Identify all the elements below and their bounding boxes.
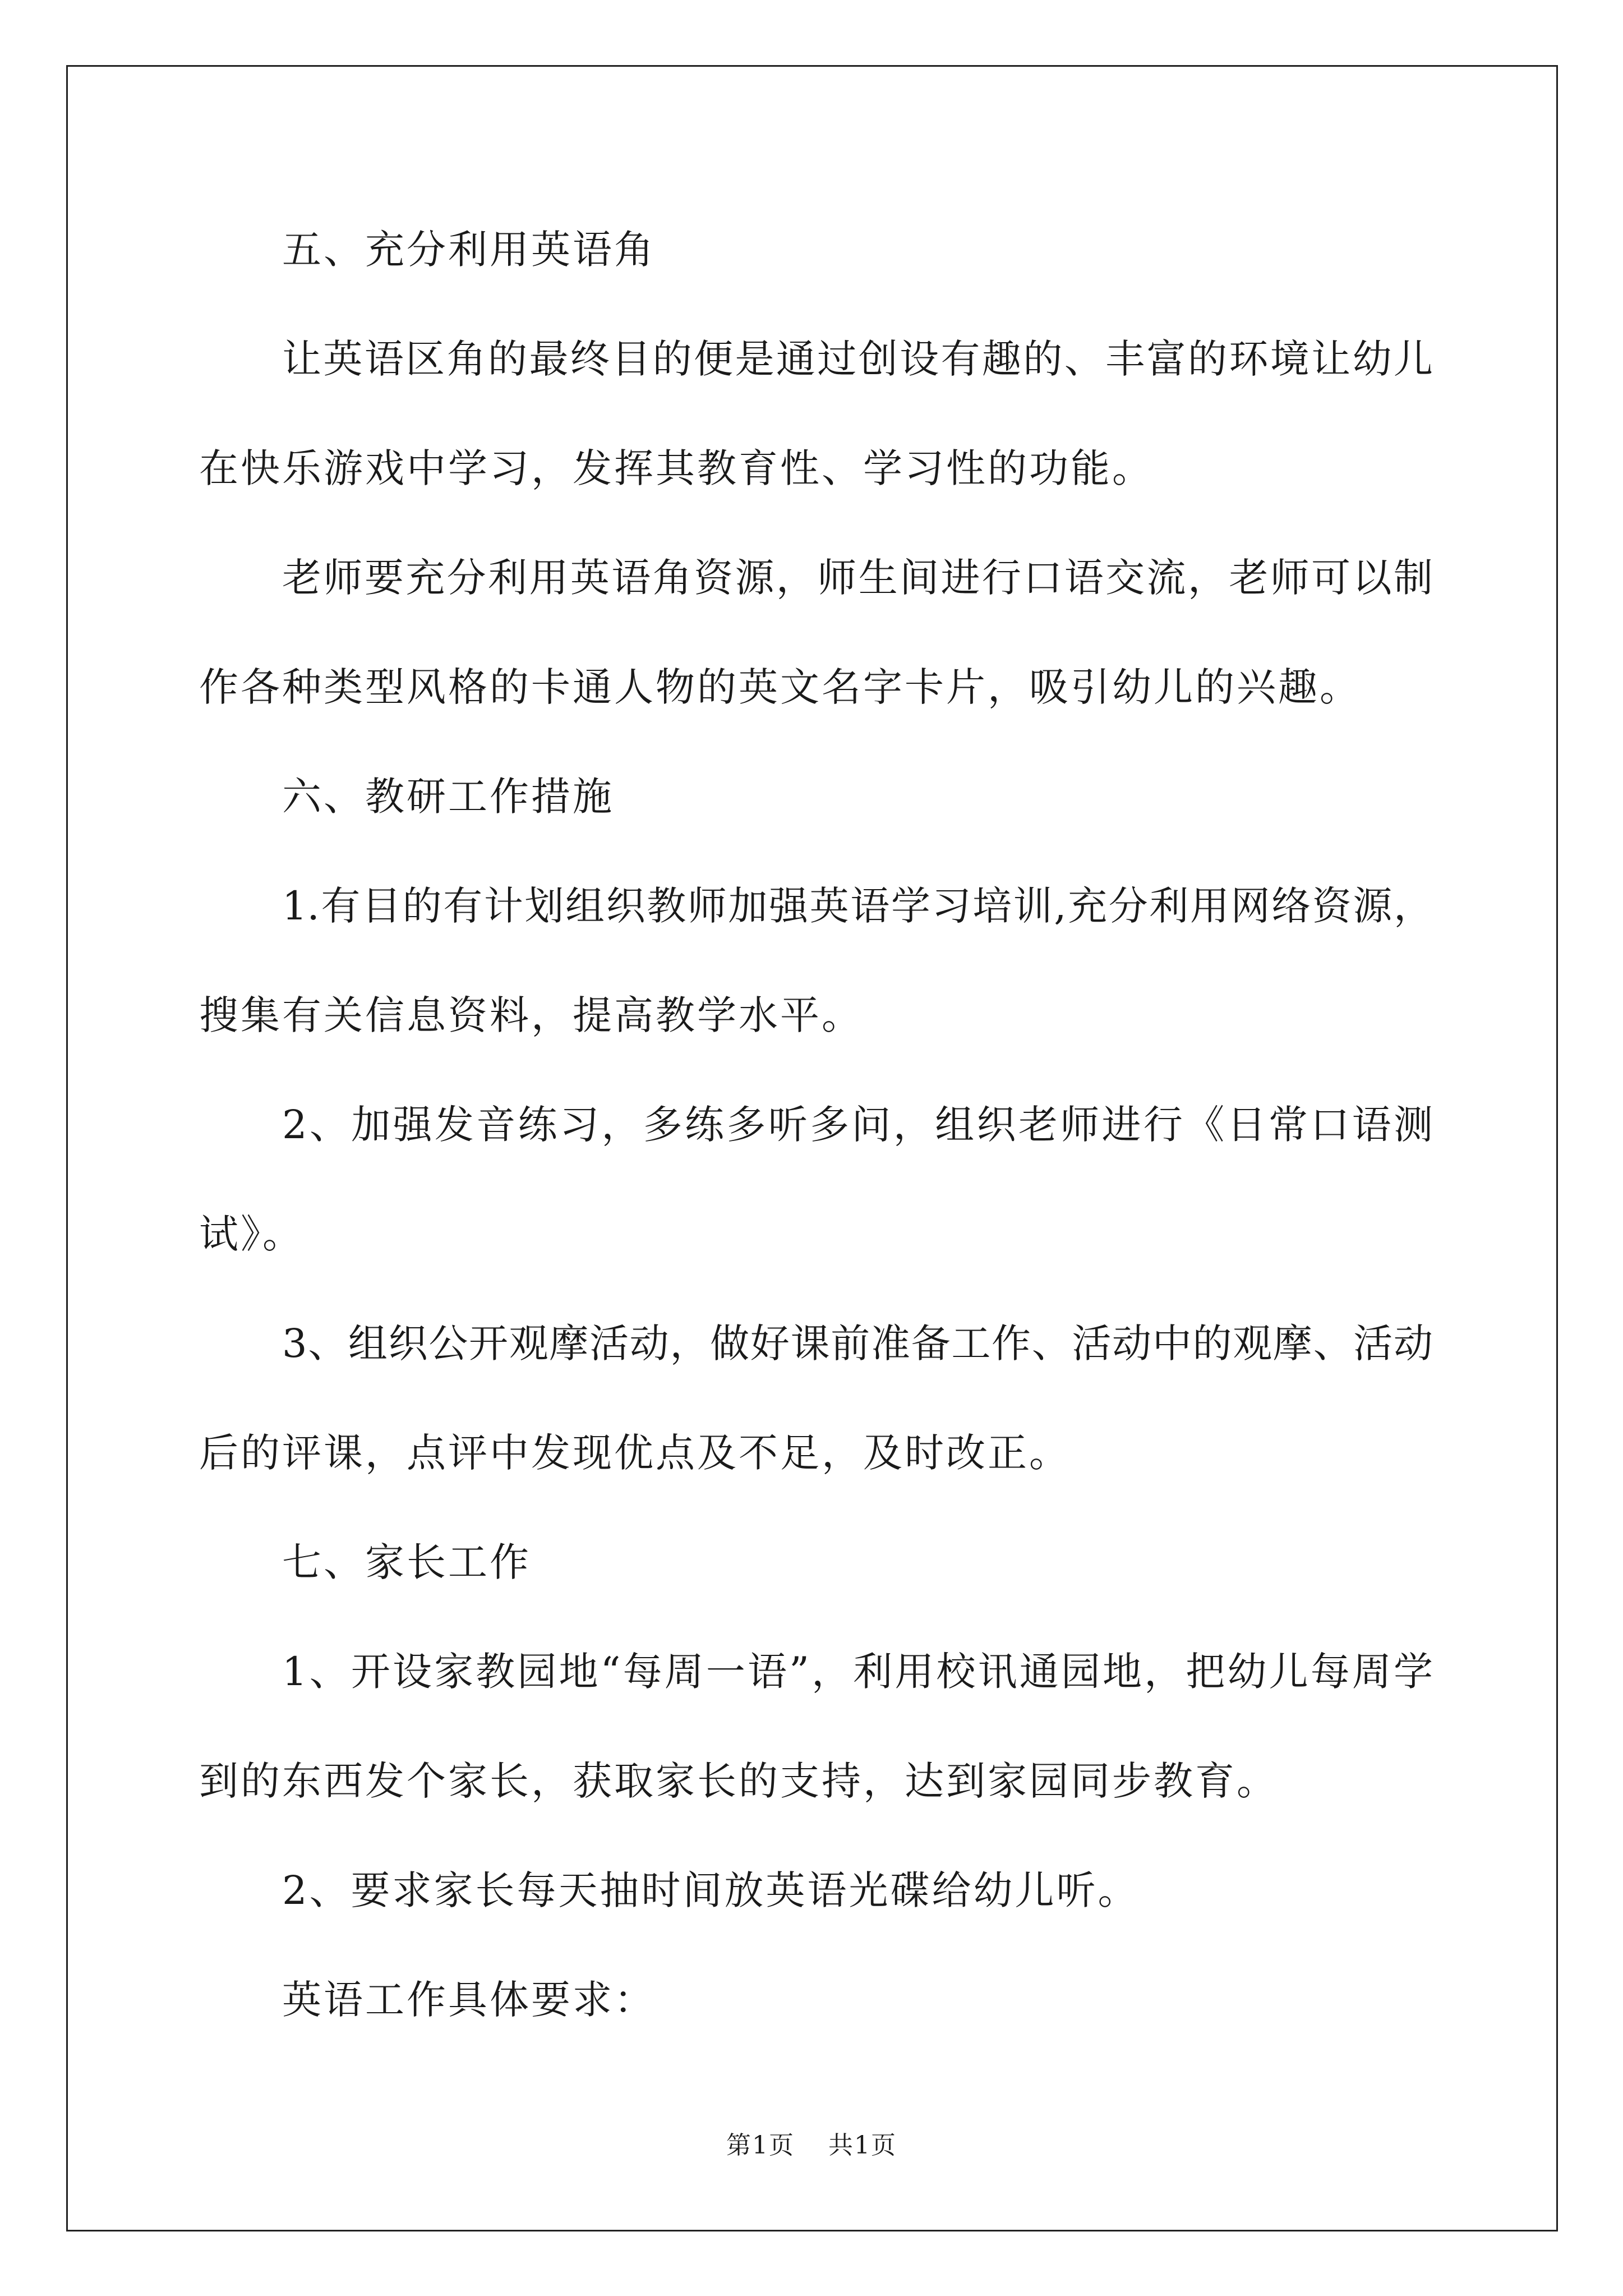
paragraph-line: 2、加强发音练习，多练多听多问，组织老师进行《日常口语测: [282, 1102, 1433, 1148]
paragraph-line: 1、开设家教园地“每周一语”，利用校讯通园地，把幼儿每周学: [282, 1649, 1433, 1695]
paragraph-line: 到的东西发个家长，获取家长的支持，达到家园同步教育。: [199, 1758, 1278, 1804]
paragraph-line: 老师要充分利用英语角资源，师生间进行口语交流，老师可以制: [282, 555, 1433, 601]
paragraph-line: 让英语区角的最终目的便是通过创设有趣的、丰富的环境让幼儿: [282, 336, 1433, 382]
paragraph-line: 1.有目的有计划组织教师加强英语学习培训,充分利用网络资源，: [282, 883, 1433, 929]
page-footer: [0, 2129, 1623, 2162]
paragraph-line: 2、要求家长每天抽时间放英语光碟给幼儿听。: [282, 1867, 1140, 1913]
paragraph-line: 在快乐游戏中学习，发挥其教育性、学习性的功能。: [199, 445, 1154, 491]
page-total-label: 共1页: [828, 2131, 897, 2160]
paragraph-line: 英语工作具体要求：: [282, 1977, 656, 2023]
page-number-label: 第1页: [726, 2131, 795, 2160]
paragraph-line: 后的评课，点评中发现优点及不足，及时改正。: [199, 1430, 1071, 1476]
paragraph-line: 试》。: [199, 1211, 304, 1257]
paragraph-line: 作各种类型风格的卡通人物的英文名字卡片，吸引幼儿的兴趣。: [199, 664, 1361, 710]
paragraph-line: 搜集有关信息资料，提高教学水平。: [199, 992, 863, 1038]
section-heading-6: 六、教研工作措施: [282, 774, 614, 820]
paragraph-line: 3、组织公开观摩活动，做好课前准备工作、活动中的观摩、活动: [282, 1320, 1433, 1366]
section-heading-7: 七、家长工作: [282, 1539, 531, 1585]
section-heading-5: 五、充分利用英语角: [282, 227, 656, 273]
